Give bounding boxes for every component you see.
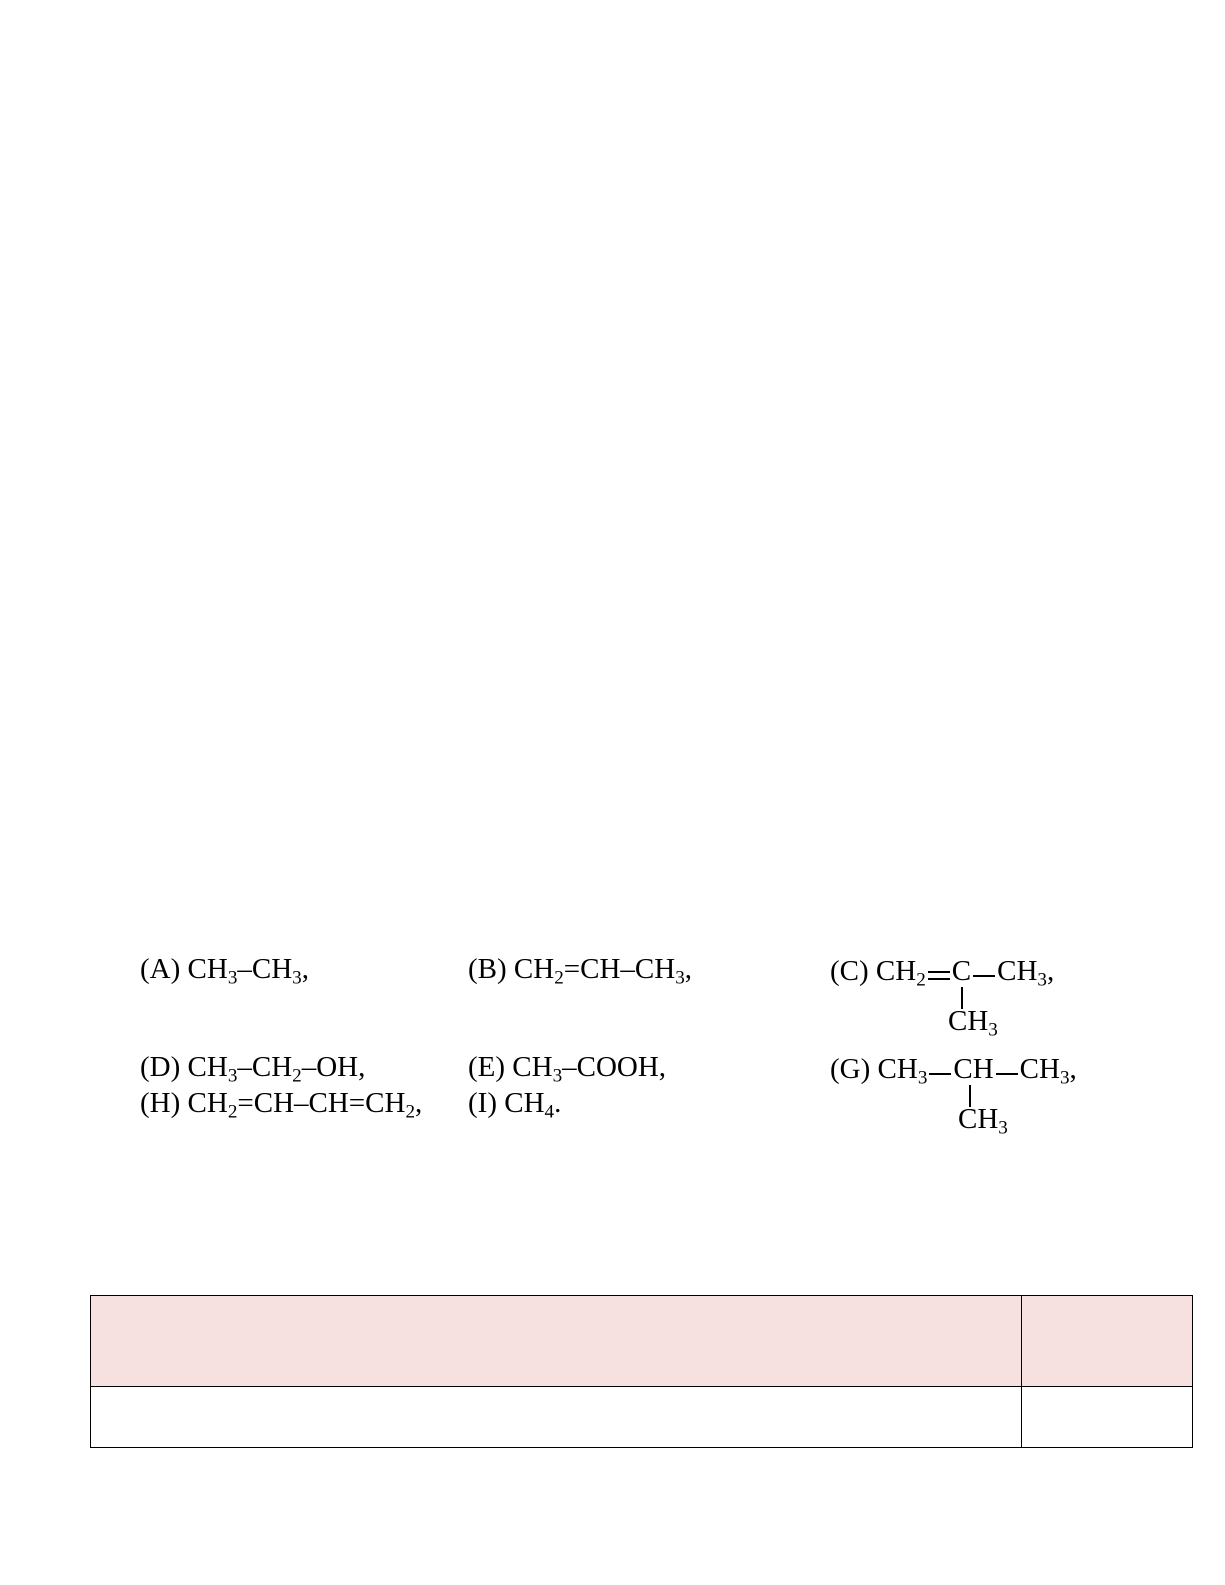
table-row [91, 1387, 1193, 1448]
structure-d-label: (D) [140, 1051, 181, 1083]
double-bond-icon [926, 959, 952, 988]
structure-b [468, 955, 692, 987]
table-cell-answer [91, 1387, 1022, 1448]
structure-g-label: (G) [830, 1053, 871, 1085]
structure-c [830, 955, 1055, 1041]
structure-b-label: (B) [468, 953, 507, 985]
table-cell-question [91, 1296, 1022, 1387]
structure-a-formula: $CH_3-CH_3$, [187, 953, 309, 989]
structure-a-label: (A) [140, 953, 181, 985]
structure-i [468, 1089, 561, 1121]
structure-g-branch: $CH_3$ [958, 1103, 1008, 1139]
page-edge-left [0, 0, 8, 1585]
structure-i-formula: $CH_4$. [504, 1087, 562, 1123]
structure-b-formula: $CH_2=CH-CH_3$, [513, 953, 693, 989]
structure-a [140, 955, 309, 987]
single-bond-icon [994, 1057, 1020, 1086]
structure-i-label: (I) [468, 1087, 497, 1119]
structure-d-formula: $CH_3-CH_2-OH$, [187, 1051, 366, 1087]
structure-c-chain: $CH_2$ C $CH_3$, [876, 955, 1054, 991]
structure-c-branch: $CH_3$ [948, 1005, 998, 1041]
table-row [91, 1296, 1193, 1387]
structure-e-label: (E) [468, 1051, 506, 1083]
answer-table [90, 1295, 1193, 1448]
table-cell-score [1022, 1387, 1193, 1448]
page-edge-right [1217, 0, 1225, 1585]
structure-e-formula: $CH_3$–COOH, [512, 1051, 667, 1087]
structure-g [830, 1053, 1077, 1139]
structure-h [140, 1089, 422, 1121]
structure-row-1 [140, 953, 1100, 1041]
structure-c-label: (C) [830, 955, 869, 987]
structure-d [140, 1053, 365, 1085]
structure-h-formula: $CH_2=CH-CH=CH_2$, [187, 1087, 423, 1123]
single-bond-icon [927, 1057, 953, 1086]
structure-g-chain: $CH_3$ CH $CH_3$, [878, 1053, 1077, 1089]
table-cell-marks [1022, 1296, 1193, 1387]
single-bond-icon [971, 959, 997, 988]
structure-e [468, 1053, 666, 1085]
structure-h-label: (H) [140, 1087, 181, 1119]
structure-list [140, 953, 1100, 1139]
structure-row-3 [140, 1089, 1100, 1131]
